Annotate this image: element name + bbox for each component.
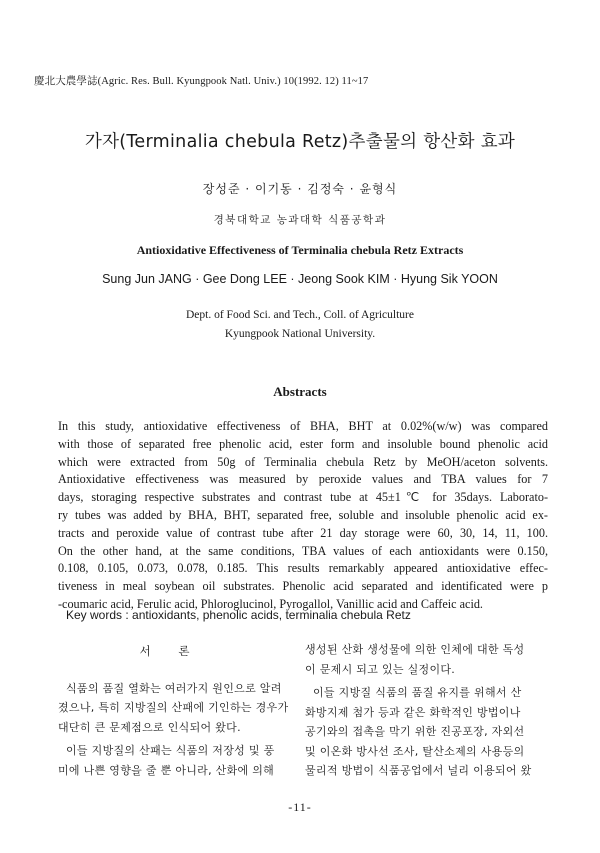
affiliation-english	[0, 306, 600, 344]
body-line: 물리적 방법이 식품공업에서 널리 이용되어 왔	[305, 764, 532, 777]
abstract-line: tiveness in meal soybean oil substrates. Phenolic acid separated and identificated were p	[58, 579, 548, 594]
abstract-line: On the other hand, at the same conditions, TBA values of each antioxidants were 0.150,	[58, 543, 548, 558]
body-line: 이 문제시 되고 있는 실정이다.	[305, 662, 456, 676]
authors-korean: 장성준 · 이기동 · 김정숙 · 윤형식	[202, 182, 398, 196]
paragraph	[305, 683, 530, 781]
affiliation-korean: 경북대학교 농과대학 식품공학과	[213, 214, 387, 226]
body-line: 이들 지방질 식품의 품질 유지를 위해서 산	[313, 686, 522, 699]
journal-citation: 慶北大農學誌(Agric. Res. Bull. Kyungpook Natl. Univ.) 10(1992. 12) 11~17	[34, 76, 369, 87]
body-line: 이들 지방질의 산패는 식품의 저장성 및 풍	[66, 744, 275, 757]
body-line: 생성된 산화 생성물에 의한 인체에 대한 독성	[305, 643, 525, 656]
paragraph	[58, 679, 289, 738]
keywords: Key words : antioxidants, phenolic acids, terminalia chebula Retz	[66, 608, 411, 622]
paragraph	[58, 741, 283, 780]
abstract-line: -coumaric acid, Ferulic acid, Phloroglucinol, Pyrogallol, Vanillic acid and Caffeic acid.	[58, 596, 483, 611]
body-line: 미에 나쁜 영향을 줄 뿐 아니라, 산화에 의해	[58, 763, 275, 777]
abstract-heading: Abstracts	[273, 384, 327, 399]
abstract-line: with those of separated free phenolic acid, ester form and insoluble bound phenolic acid	[58, 436, 548, 451]
affiliation-english-line: Dept. of Food Sci. and Tech., Coll. of Agriculture	[186, 309, 414, 321]
abstract-line: 0.108, 0.105, 0.073, 0.078, 0.185. This results remarkably appeared antioxidative effec-	[58, 561, 548, 576]
paragraph	[305, 640, 530, 679]
page-number: -11-	[288, 800, 312, 814]
affiliation-english-line: Kyungpook National University.	[224, 328, 376, 340]
body-line: 공기와의 접촉을 막기 위한 진공포장, 자외선	[305, 725, 525, 738]
body-line: 졌으나, 특히 지방질의 산패에 기인하는 경우가	[58, 701, 289, 714]
left-column	[58, 640, 289, 784]
title-korean: 가자(Terminalia chebula Retz)추출물의 항산화 효과	[84, 132, 516, 152]
body-line: 및 이온화 방사선 조사, 탈산소제의 사용등의	[305, 744, 525, 758]
abstract-body	[58, 418, 548, 614]
abstract-line: tracts and peroxide value of contrast tube after 21 day storage were 60, 30, 14, 11, 100.	[58, 525, 548, 540]
title-english: Antioxidative Effectiveness of Terminalia chebula Retz Extracts	[136, 243, 464, 257]
body-line: 화방지제 첨가 등과 같은 화학적인 방법이나	[305, 705, 521, 719]
section-heading: 서 론	[139, 644, 202, 658]
abstract-line: which were extracted from 50g of Terminalia chebula Retz by MeOH/aceton solvents.	[58, 454, 548, 469]
abstract-line: days, storaging respective substrates and contrast tube at 45±1℃ for 35days. Laborato-	[58, 490, 548, 505]
abstract-line: ry tubes was added by BHA, BHT, separated free, soluble and insoluble phenolic acid ex-	[58, 507, 548, 522]
authors-english: Sung Jun JANG · Gee Dong LEE · Jeong Sook KIM · Hyung Sik YOON	[102, 272, 498, 286]
abstract-line: Antioxidative effectiveness was measured by peroxide values and TBA values for 7	[58, 472, 548, 487]
body-line: 대단히 큰 문제점으로 인식되어 왔다.	[58, 720, 241, 734]
right-column	[305, 640, 530, 785]
abstract-line: In this study, antioxidative effectiveness of BHA, BHT at 0.02%(w/w) was compared	[58, 419, 548, 433]
body-line: 식품의 품질 열화는 여러가지 원인으로 알려	[66, 681, 282, 695]
